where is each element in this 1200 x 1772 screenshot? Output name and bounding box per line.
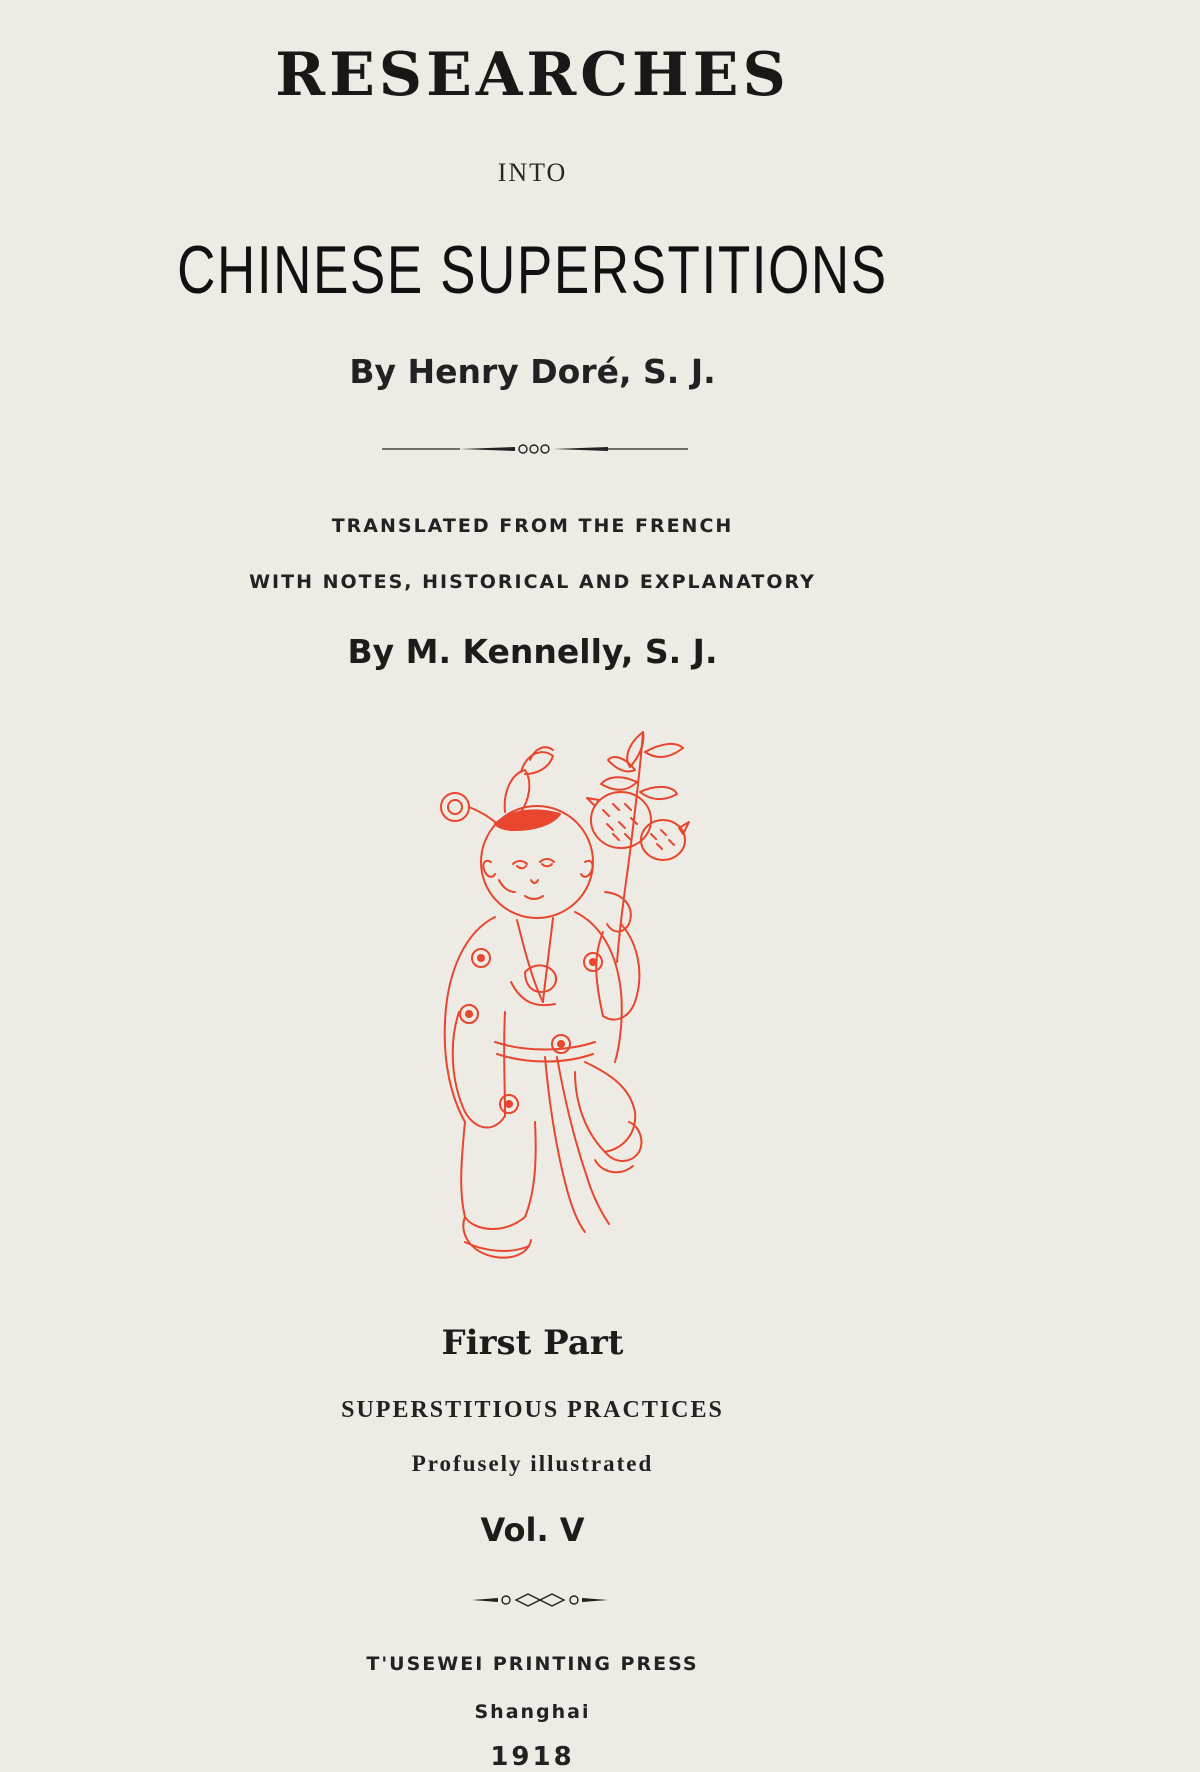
publication-year: 1918	[490, 1742, 575, 1772]
child-illustration-icon	[425, 712, 715, 1292]
part-heading: First Part	[441, 1323, 624, 1363]
ornamental-rule-icon	[470, 1590, 610, 1610]
translator-line: By M. Kennelly, S. J.	[347, 632, 718, 671]
volume-label: Vol. V	[480, 1511, 585, 1549]
part-subtitle: SUPERSTITIOUS PRACTICES	[341, 1397, 724, 1423]
book-subject: CHINESE SUPERSTITIONS	[177, 232, 888, 308]
notes-line: WITH NOTES, HISTORICAL AND EXPLANATORY	[249, 571, 816, 593]
translated-line: TRANSLATED FROM THE FRENCH	[331, 515, 734, 537]
title-connector: INTO	[497, 158, 568, 187]
ornamental-rule-icon	[380, 438, 690, 460]
publisher-city: Shanghai	[474, 1701, 591, 1723]
illustrated-note: Profusely illustrated	[411, 1451, 654, 1476]
book-title: RESEARCHES	[275, 40, 790, 110]
publisher-line: T'USEWEI PRINTING PRESS	[366, 1653, 699, 1675]
author-line: By Henry Doré, S. J.	[349, 352, 716, 391]
